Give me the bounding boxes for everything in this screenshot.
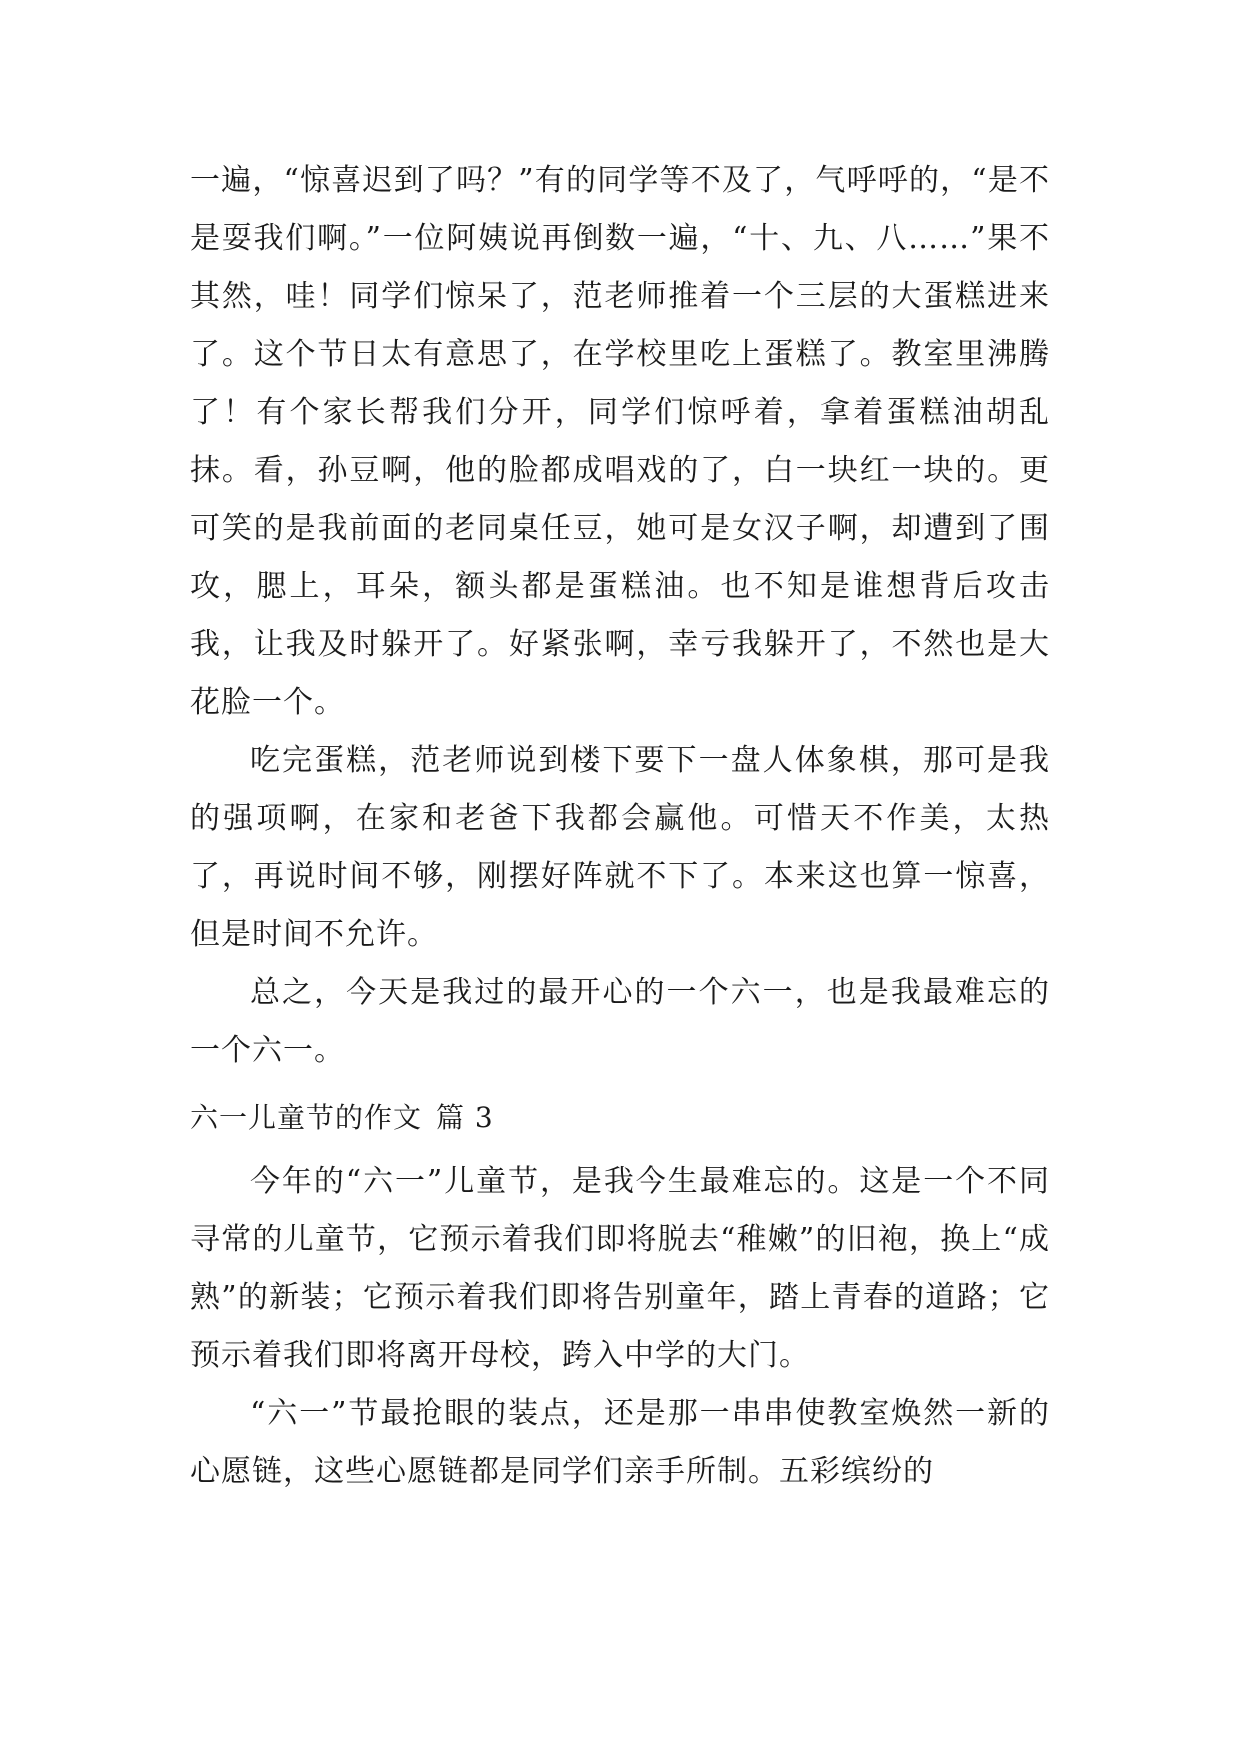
paragraph: “六一”节最抢眼的装点，还是那一串串使教室焕然一新的心愿链，这些心愿链都是同学们亲手所制。五彩缤纷的 [190,1396,1050,1489]
essay-body-part-2 [190,1153,1050,1501]
essay-number: 篇 3 [436,1101,494,1134]
paragraph: 一遍，“惊喜迟到了吗？”有的同学等不及了，气呼呼的，“是不是耍我们啊。”一位阿姨说再倒数一遍，“十、九、八……”果不其然，哇！同学们惊呆了，范老师推着一个三层的大蛋糕进来了。这个节日太有意思了，在学校里吃上蛋糕了。教室里沸腾了！有个家长帮我们分开，同学们惊呼着，拿着蛋糕油胡乱抹。看，孙豆啊，他的脸都成唱戏的了，白一块红一块的。更可笑的是我前面的老同桌任豆，她可是女汉子啊，却遭到了围攻，腮上，耳朵，额头都是蛋糕油。也不知是谁想背后攻击我，让我及时躲开了。好紧张啊，幸亏我躲开了，不然也是大花脸一个。 [190,163,1050,720]
essay-heading [190,1098,494,1138]
paragraph: 总之，今天是我过的最开心的一个六一，也是我最难忘的一个六一。 [190,975,1050,1068]
essay-title: 六一儿童节的作文 [190,1101,423,1134]
paragraph: 今年的“六一”儿童节，是我今生最难忘的。这是一个不同寻常的儿童节，它预示着我们即将脱去“稚嫩”的旧袍，换上“成熟”的新装；它预示着我们即将告别童年，踏上青春的道路；它预示着我们即将离开母校，跨入中学的大门。 [190,1164,1050,1373]
essay-body-part-1 [190,152,1050,1080]
paragraph: 吃完蛋糕，范老师说到楼下要下一盘人体象棋，那可是我的强项啊，在家和老爸下我都会赢他。可惜天不作美，太热了，再说时间不够，刚摆好阵就不下了。本来这也算一惊喜，但是时间不允许。 [190,743,1050,952]
